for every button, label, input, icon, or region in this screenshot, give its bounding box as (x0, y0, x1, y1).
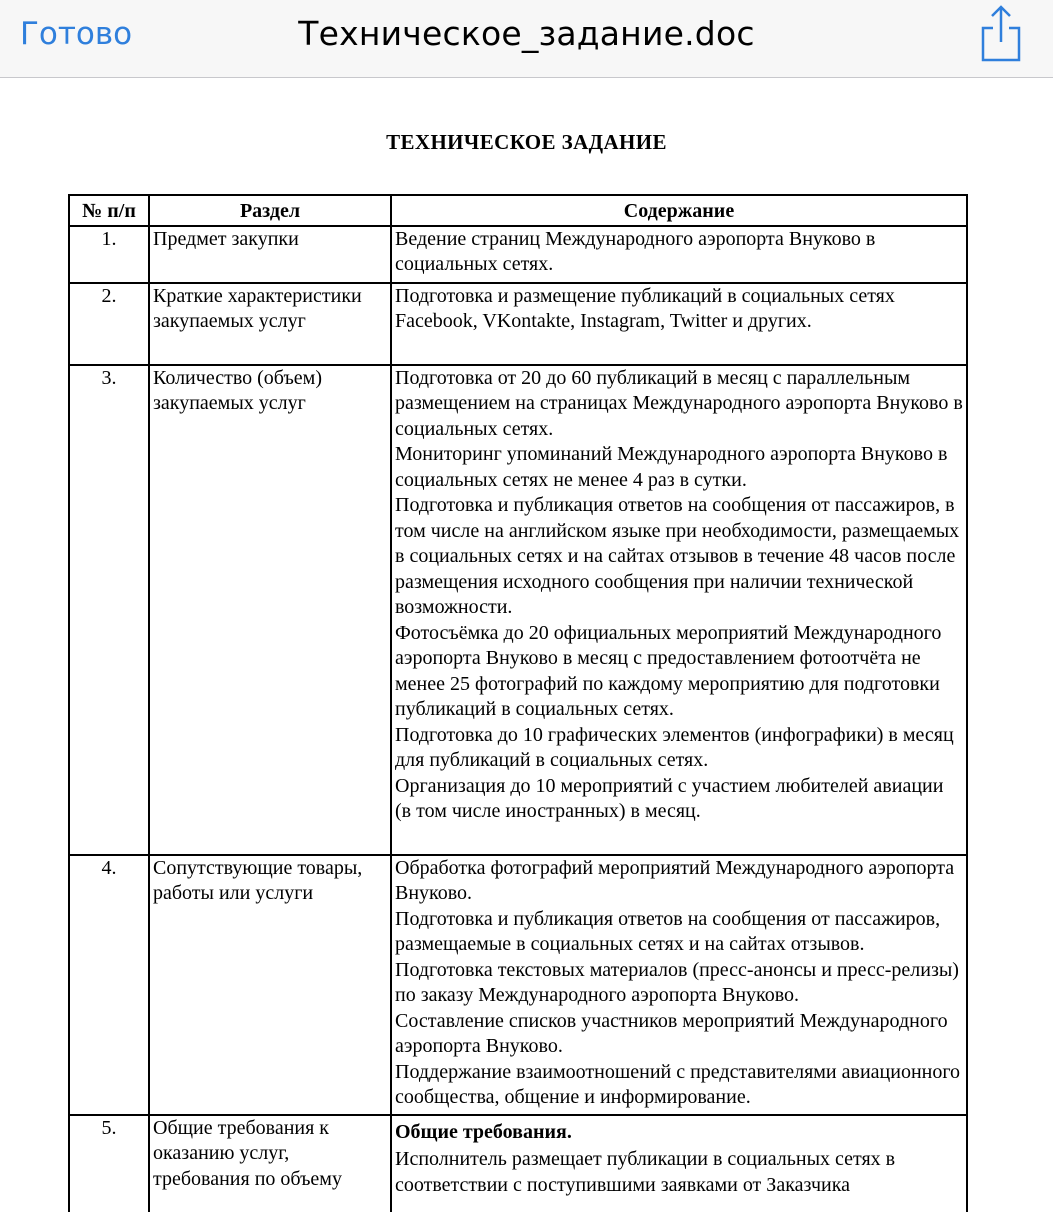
share-icon (975, 4, 1027, 64)
row-num: 2. (69, 283, 149, 365)
document-heading: ТЕХНИЧЕСКОЕ ЗАДАНИЕ (386, 130, 667, 154)
content-paragraph: Исполнитель размещает публикации в социальных сетях в соответствии с поступившими заявками от Заказчика (395, 1148, 896, 1196)
row-content (391, 365, 967, 855)
header-content: Содержание (391, 195, 967, 226)
content-paragraph: Подготовка и размещение публикаций в социальных сетях Facebook, VKontakte, Instagram, Twitter и других. (395, 284, 895, 332)
document-page[interactable] (0, 78, 1053, 1212)
row-section: Краткие характеристики закупаемых услуг (149, 283, 391, 365)
header-num: № п/п (69, 195, 149, 226)
row-section: Предмет закупки (149, 226, 391, 283)
row-section: Общие требования к оказанию услуг, требования по объему (149, 1115, 391, 1212)
content-paragraph: Подготовка и публикация ответов на сообщения от пассажиров, в том числе на английском языке при необходимости, размещаемых в социальных сетях и на сайтах отзывов в течение 48 часов после размещения исходного сообщения при наличии технической возможности. (395, 494, 960, 618)
row-content (391, 226, 967, 283)
table-row (69, 226, 967, 283)
row-num: 5. (69, 1115, 149, 1212)
navigation-bar (0, 0, 1053, 78)
row-section: Количество (объем) закупаемых услуг (149, 365, 391, 855)
content-paragraph: Подготовка и публикация ответов на сообщения от пассажиров, размещаемые в социальных сетях и на сайтах отзывов. (395, 907, 941, 955)
content-paragraph: Подготовка от 20 до 60 публикаций в месяц с параллельным размещением на страницах Международного аэропорта Внуково в социальных сетях. (395, 366, 963, 440)
row-num: 4. (69, 855, 149, 1115)
content-paragraph: Поддержание взаимоотношений с представителями авиационного сообщества, общение и информирование. (395, 1060, 961, 1108)
content-paragraph: Ведение страниц Международного аэропорта Внуково в социальных сетях. (395, 227, 876, 275)
content-paragraph: Подготовка текстовых материалов (пресс-анонсы и пресс-релизы) по заказу Международного аэропорта Внуково. (395, 958, 959, 1006)
row-content (391, 1115, 967, 1212)
row-num: 1. (69, 226, 149, 283)
table-row (69, 365, 967, 855)
content-paragraph: Подготовка до 10 графических элементов (инфографики) в месяц для публикаций в социальных сетях. (395, 723, 954, 771)
share-button[interactable] (975, 4, 1027, 64)
content-subheading: Общие требования. (395, 1120, 572, 1143)
content-paragraph: Фотосъёмка до 20 официальных мероприятий Международного аэропорта Внуково в месяц с предоставлением фотоотчёта не менее 25 фотографий по каждому мероприятию для подготовки публикаций в социальных сетях. (395, 621, 942, 720)
table-header-row (69, 195, 967, 226)
done-button[interactable]: Готово (20, 16, 133, 52)
row-content (391, 855, 967, 1115)
content-paragraph: Организация до 10 мероприятий с участием любителей авиации (в том числе иностранных) в месяц. (395, 774, 944, 822)
content-paragraph: Мониторинг упоминаний Международного аэропорта Внуково в социальных сетях не менее 4 раз в сутки. (395, 443, 948, 491)
table-row (69, 1115, 967, 1212)
row-content (391, 283, 967, 365)
table-row (69, 283, 967, 365)
table-row (69, 855, 967, 1115)
document-title: Техническое_задание.doc (298, 14, 755, 53)
content-paragraph: Обработка фотографий мероприятий Международного аэропорта Внуково. (395, 856, 955, 904)
spec-table (68, 194, 968, 1212)
row-num: 3. (69, 365, 149, 855)
header-section: Раздел (149, 195, 391, 226)
row-section: Сопутствующие товары, работы или услуги (149, 855, 391, 1115)
content-paragraph: Составление списков участников мероприятий Международного аэропорта Внуково. (395, 1009, 948, 1057)
